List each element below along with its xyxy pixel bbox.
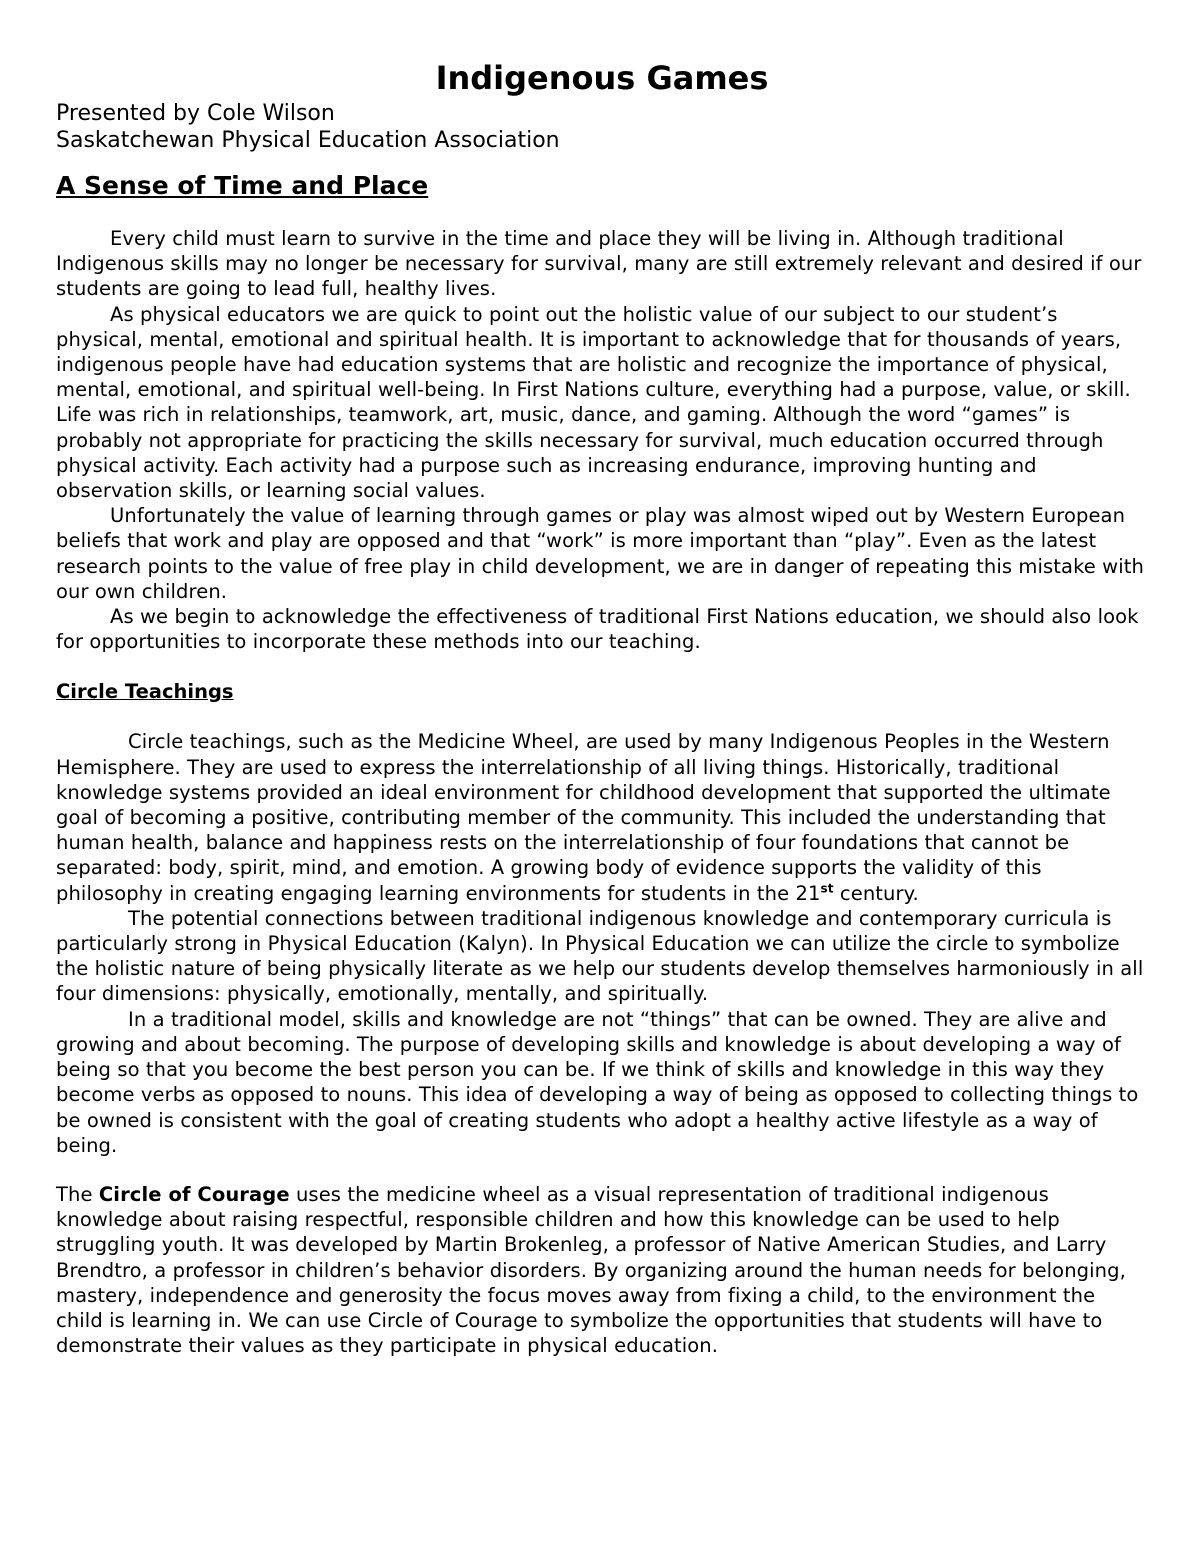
paragraph: Every child must learn to survive in the time and place they will be living in. Although traditional Indigenous skills may no longer be necessary for survival, many are still extremely relevant and desired if our students are going to lead full, healthy lives. xyxy=(56,227,1142,301)
section-heading-circle-teachings: Circle Teachings xyxy=(56,680,234,704)
ordinal-suffix: st xyxy=(820,881,834,896)
paragraph: In a traditional model, skills and knowledge are not “things” that can be owned. They are alive and growing and about becoming. The purpose of developing skills and knowledge is about developing a way of being so that you become the best person you can be. If we think of skills and knowledge in this way they become verbs as opposed to nouns. This idea of developing a way of being as opposed to collecting things to be owned is consistent with the goal of creating students who adopt a healthy active lifestyle as a way of being. xyxy=(56,1007,1139,1157)
paragraph: Unfortunately the value of learning through games or play was almost wiped out by Western European beliefs that work and play are opposed and that “work” is more important than “play”. Even as the latest research points to the value of free play in child development, we are in danger of repeating this mistake with our own children. xyxy=(56,504,1144,603)
paragraph-text: Circle teachings, such as the Medicine Wheel, are used by many Indigenous Peoples in the Western Hemisphere. They are used to express the interrelationship of all living things. Historically, traditional knowledge systems provided an ideal environment for childhood development that supported the ultimate goal of becoming a positive, contributing member of the community. This included the understanding that human health, balance and happiness rests on the interrelationship of four foundations that cannot be separated: body, spirit, mind, and emotion. A growing body of evidence supports the validity of this philosophy in creating engaging learning environments for students in the 21 xyxy=(56,730,1111,905)
paragraph xyxy=(56,729,1148,905)
paragraph: The potential connections between traditional indigenous knowledge and contemporary curricula is particularly strong in Physical Education (Kalyn). In Physical Education we can utilize the circle to symbolize the holistic nature of being physically literate as we help our students develop themselves harmoniously in all four dimensions: physically, emotionally, mentally, and spiritually. xyxy=(56,906,1144,1006)
paragraph-text-end: century. xyxy=(833,881,919,905)
paragraph-text-start: The xyxy=(56,1182,99,1206)
bold-term: Circle of Courage xyxy=(98,1182,290,1206)
organization-line: Saskatchewan Physical Education Association xyxy=(56,128,560,153)
document-page xyxy=(56,56,1148,1358)
paragraph-circle-of-courage xyxy=(56,1182,1148,1358)
paragraph-text: uses the medicine wheel as a visual representation of traditional indigenous knowledge about raising respectful, responsible children and how this knowledge can be used to help struggling youth. It was developed by Martin Brokenleg, a professor of Native American Studies, and Larry Brendtro, a professor in children’s behavior disorders. By organizing around the human needs for belonging, mastery, independence and generosity the focus moves away from fixing a child, to the environment the child is learning in. We can use Circle of Courage to symbolize the opportunities that students will have to demonstrate their values as they participate in physical education. xyxy=(56,1182,1126,1358)
paragraph: As we begin to acknowledge the effectiveness of traditional First Nations education, we should also look for opportunities to incorporate these methods into our teaching. xyxy=(56,605,1139,654)
document-title: Indigenous Games xyxy=(435,59,769,97)
paragraph-spacer xyxy=(56,1158,1148,1182)
presenter-line: Presented by Cole Wilson xyxy=(56,101,335,126)
paragraph: As physical educators we are quick to point out the holistic value of our subject to our student’s physical, mental, emotional and spiritual health. It is important to acknowledge that for thousands of years, indigenous people have had education systems that are holistic and recognize the importance of physical, mental, emotional, and spiritual well-being. In First Nations culture, everything had a purpose, value, or skill. Life was rich in relationships, teamwork, art, music, dance, and gaming. Although the word “games” is probably not appropriate for practicing the skills necessary for survival, much education occurred through physical activity. Each activity had a purpose such as increasing endurance, improving hunting and observation skills, or learning social values. xyxy=(56,302,1131,503)
section-heading-time-place: A Sense of Time and Place xyxy=(56,171,429,200)
